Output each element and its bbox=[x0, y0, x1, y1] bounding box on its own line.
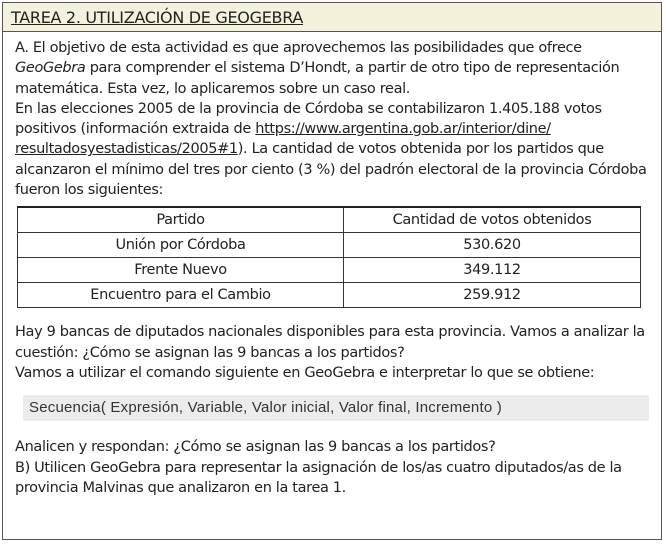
party-name: Frente Nuevo bbox=[18, 258, 344, 283]
header-votos: Cantidad de votos obtenidos bbox=[344, 207, 641, 233]
comando-paragraph: Vamos a utilizar el comando siguiente en GeoGebra e interpretar lo que se obtiene: bbox=[15, 364, 595, 381]
intro-text-1: A. El objetivo de esta actividad es que aprovechemos las posibilidades que ofrece bbox=[15, 40, 582, 56]
elections-text-2: ). La cantidad de votos obtenida por los partidos que alcanzaron el mínimo del tres por ciento (3 %) del padrón electoral de la provincia Córdoba fueron los siguientes: bbox=[15, 141, 647, 199]
part-b-paragraph: B) Utilicen GeoGebra para representar la asignación de los/as cuatro diputados/as de la provincia Malvinas que analizaron en la tarea 1. bbox=[15, 459, 622, 496]
party-name: Encuentro para el Cambio bbox=[18, 283, 344, 308]
header-partido: Partido bbox=[18, 207, 344, 233]
task-frame bbox=[2, 2, 662, 540]
party-name: Unión por Córdoba bbox=[18, 233, 344, 258]
intro-text-2: para comprender el sistema D’Hondt, a partir de otro tipo de representación matemática. Esta vez, lo aplicaremos sobre un caso real. bbox=[15, 60, 620, 97]
table-row bbox=[18, 258, 641, 283]
party-votes: 259.912 bbox=[344, 283, 641, 308]
party-votes: 349.112 bbox=[344, 258, 641, 283]
table-row bbox=[18, 283, 641, 308]
table-header-row bbox=[18, 207, 641, 233]
elections-paragraph bbox=[15, 99, 653, 200]
votes-table bbox=[17, 206, 641, 308]
geogebra-name: GeoGebra bbox=[15, 60, 86, 77]
source-link-line1: https://www.argentina.gob.ar/interior/dine/ bbox=[255, 121, 551, 138]
elections-text-1: En las elecciones 2005 de la provincia de Córdoba se contabilizaron 1.405.188 votos positivos (información extraida de bbox=[15, 100, 602, 138]
intro-paragraph bbox=[15, 38, 653, 99]
table-row bbox=[18, 233, 641, 258]
party-votes: 530.620 bbox=[344, 233, 641, 258]
task-title: TAREA 2. UTILIZACIÓN DE GEOGEBRA bbox=[11, 7, 304, 27]
source-link-line2: resultadosyestadisticas/2005#1 bbox=[15, 141, 238, 158]
analicen-paragraph: Analicen y respondan: ¿Cómo se asignan las 9 bancas a los partidos? bbox=[15, 439, 496, 456]
bancas-paragraph: Hay 9 bancas de diputados nacionales disponibles para esta provincia. Vamos a analizar la cuestión: ¿Cómo se asignan las 9 bancas a los partidos? bbox=[15, 324, 645, 361]
task-header bbox=[3, 3, 661, 32]
geogebra-command: Secuencia( Expresión, Variable, Valor inicial, Valor final, Incremento ) bbox=[23, 395, 649, 421]
task-content bbox=[3, 32, 661, 498]
